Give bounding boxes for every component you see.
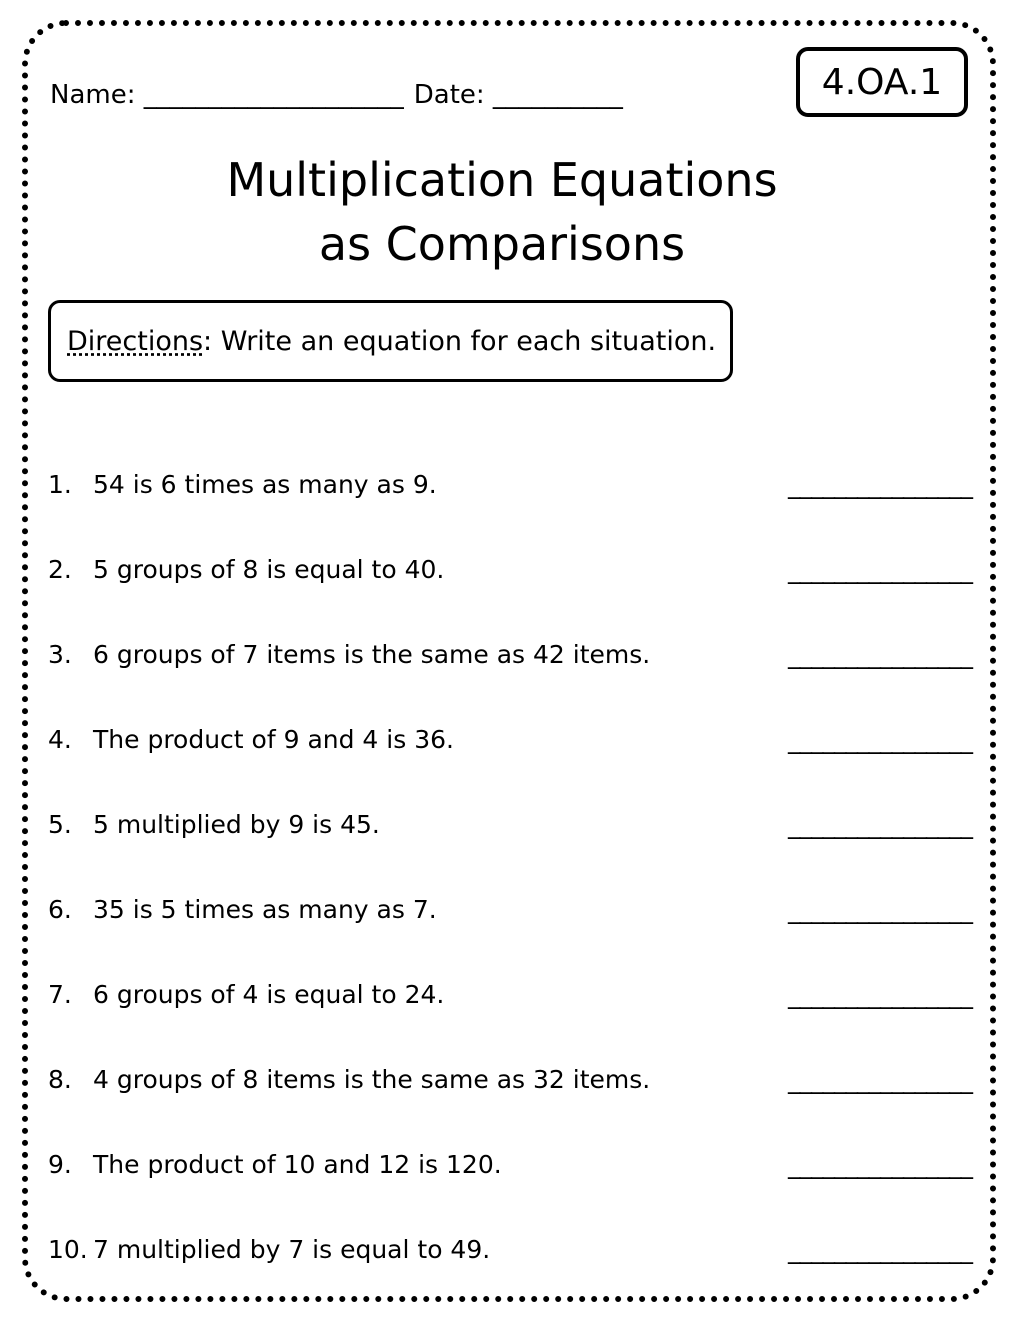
title-line-2: as Comparisons	[318, 217, 686, 271]
answer-blank[interactable]: ________________	[788, 895, 972, 924]
question-row	[48, 640, 972, 680]
question-row	[48, 555, 972, 595]
question-number: 2.	[48, 555, 72, 584]
question-number: 8.	[48, 1065, 72, 1094]
answer-blank[interactable]: ________________	[788, 1150, 972, 1179]
question-row	[48, 1235, 972, 1275]
answer-blank[interactable]: ________________	[788, 470, 972, 499]
question-row	[48, 810, 972, 850]
date-field[interactable]: Date: __________	[413, 80, 623, 110]
answer-blank[interactable]: ________________	[788, 1235, 972, 1264]
question-row	[48, 1065, 972, 1105]
question-row	[48, 470, 972, 510]
question-number: 10.	[48, 1235, 88, 1264]
question-row	[48, 980, 972, 1020]
title-line-1: Multiplication Equations	[226, 153, 778, 207]
answer-blank[interactable]: ________________	[788, 980, 972, 1009]
question-number: 7.	[48, 980, 72, 1009]
question-text: The product of 9 and 4 is 36.	[93, 725, 454, 754]
standard-code-badge: 4.OA.1	[796, 47, 968, 117]
question-number: 9.	[48, 1150, 72, 1179]
question-number: 4.	[48, 725, 72, 754]
question-text: 35 is 5 times as many as 7.	[93, 895, 437, 924]
question-row	[48, 895, 972, 935]
answer-blank[interactable]: ________________	[788, 555, 972, 584]
answer-blank[interactable]: ________________	[788, 1065, 972, 1094]
directions-label: Directions	[67, 325, 204, 357]
question-text: 6 groups of 7 items is the same as 42 items.	[93, 640, 651, 669]
question-text: 5 multiplied by 9 is 45.	[93, 810, 380, 839]
question-number: 5.	[48, 810, 72, 839]
question-text: 5 groups of 8 is equal to 40.	[93, 555, 445, 584]
answer-blank[interactable]: ________________	[788, 640, 972, 669]
question-number: 1.	[48, 470, 72, 499]
answer-blank[interactable]: ________________	[788, 725, 972, 754]
answer-blank[interactable]: ________________	[788, 810, 972, 839]
question-row	[48, 1150, 972, 1190]
name-field[interactable]: Name: ____________________	[50, 80, 404, 110]
question-number: 3.	[48, 640, 72, 669]
question-text: 6 groups of 4 is equal to 24.	[93, 980, 445, 1009]
question-row	[48, 725, 972, 765]
question-text: 54 is 6 times as many as 9.	[93, 470, 437, 499]
question-number: 6.	[48, 895, 72, 924]
directions-text: : Write an equation for each situation.	[203, 325, 717, 357]
question-text: 4 groups of 8 items is the same as 32 items.	[93, 1065, 651, 1094]
question-text: 7 multiplied by 7 is equal to 49.	[93, 1235, 491, 1264]
question-text: The product of 10 and 12 is 120.	[93, 1150, 502, 1179]
